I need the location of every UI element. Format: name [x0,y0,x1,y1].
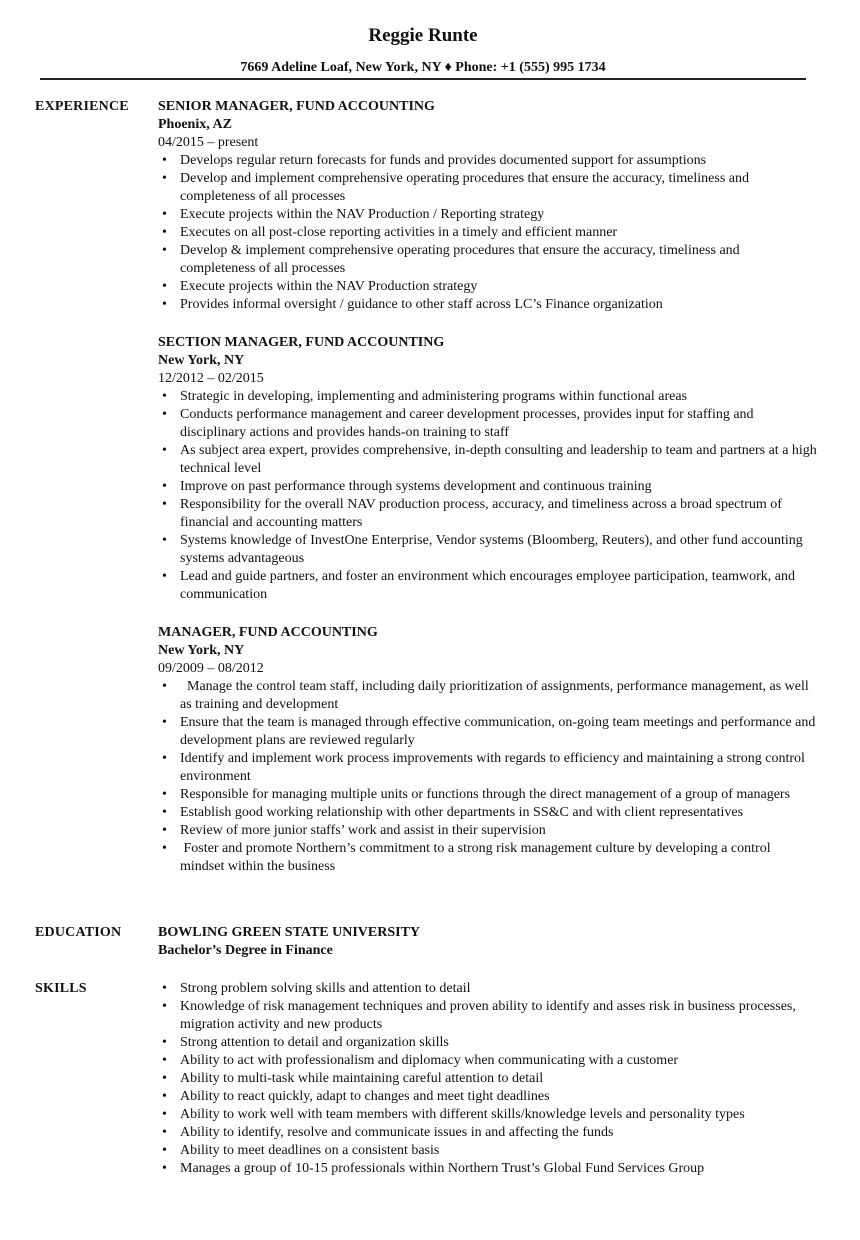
job-entry [158,624,818,876]
job-bullet: • Identify and implement work process improvements with regards to efficiency and maintaining a strong control environment [158,750,818,786]
skill-item: • Ability to meet deadlines on a consistent basis [158,1142,818,1160]
skill-item: • Ability to react quickly, adapt to changes and meet tight deadlines [158,1088,818,1106]
job-bullet: • Ensure that the team is managed through effective communication, on-going team meetings and performance and development plans are reviewed regularly [158,714,818,750]
job-bullet: • Develop and implement comprehensive operating procedures that ensure the accuracy, timeliness and completeness of all processes [158,170,818,206]
education-body [158,924,818,960]
skill-item: • Ability to identify, resolve and communicate issues in and affecting the funds [158,1124,818,1142]
skill-item: • Strong problem solving skills and attention to detail [158,980,818,998]
job-dates: 04/2015 – present [158,135,259,150]
skill-item: • Ability to act with professionalism and diplomacy when communicating with a customer [158,1052,818,1070]
job-bullet: • Strategic in developing, implementing and administering programs within functional areas [158,388,818,406]
section-label-education: EDUCATION [35,925,122,940]
job-bullet: • As subject area expert, provides comprehensive, in-depth consulting and leadership to team and partners at a high technical level [158,442,818,478]
job-title: MANAGER, FUND ACCOUNTING [158,625,378,640]
skill-item: • Ability to multi-task while maintaining careful attention to detail [158,1070,818,1088]
section-label-skills: SKILLS [35,981,87,996]
job-bullet: • Conducts performance management and career development processes, provides input for staffing and disciplinary actions and provides hands-on training to staff [158,406,818,442]
job-title: SENIOR MANAGER, FUND ACCOUNTING [158,99,435,114]
job-bullet: • Systems knowledge of InvestOne Enterprise, Vendor systems (Bloomberg, Reuters), and other fund accounting systems advantageous [158,532,818,568]
job-entry [158,334,818,604]
header-divider [40,78,806,80]
job-location: New York, NY [158,353,245,368]
job-bullet: • Manage the control team staff, including daily prioritization of assignments, performance management, as well as training and development [158,678,818,714]
job-bullet: • Foster and promote Northern’s commitment to a strong risk management culture by developing a control mindset within the business [158,840,818,876]
job-bullet: • Execute projects within the NAV Production / Reporting strategy [158,206,818,224]
degree: Bachelor’s Degree in Finance [158,943,333,958]
skill-item: • Ability to work well with team members with different skills/knowledge levels and personality types [158,1106,818,1124]
resume-header [40,24,806,77]
job-location: Phoenix, AZ [158,117,232,132]
skills-list [158,980,818,1178]
job-bullet: • Improve on past performance through systems development and continuous training [158,478,818,496]
job-bullet: • Develop & implement comprehensive operating procedures that ensure the accuracy, timeliness and completeness of all processes [158,242,818,278]
job-bullet: • Lead and guide partners, and foster an environment which encourages employee participation, teamwork, and communication [158,568,818,604]
job-bullet: • Responsibility for the overall NAV production process, accuracy, and timeliness across a broad spectrum of financial and accounting matters [158,496,818,532]
job-bullet: • Establish good working relationship with other departments in SS&C and with client representatives [158,804,818,822]
job-bullet: • Provides informal oversight / guidance to other staff across LC’s Finance organization [158,296,818,314]
job-dates: 12/2012 – 02/2015 [158,371,264,386]
job-bullet-list [158,678,818,876]
job-bullet: • Executes on all post-close reporting activities in a timely and efficient manner [158,224,818,242]
skill-item: • Knowledge of risk management techniques and proven ability to identify and asses risk in business processes, migration activity and new products [158,998,818,1034]
job-bullet: • Develops regular return forecasts for funds and provides documented support for assumptions [158,152,818,170]
section-label-experience: EXPERIENCE [35,99,129,114]
skill-item: • Strong attention to detail and organization skills [158,1034,818,1052]
job-bullet: • Review of more junior staffs’ work and assist in their supervision [158,822,818,840]
candidate-name: Reggie Runte [368,25,478,46]
skills-body [158,980,818,1178]
job-bullet-list [158,152,818,314]
contact-line: 7669 Adeline Loaf, New York, NY ♦ Phone: +1 (555) 995 1734 [240,60,606,75]
experience-body [158,98,818,896]
job-bullet-list [158,388,818,604]
skill-item: • Manages a group of 10-15 professionals within Northern Trust’s Global Fund Services Group [158,1160,818,1178]
job-title: SECTION MANAGER, FUND ACCOUNTING [158,335,445,350]
job-entry [158,98,818,314]
school-name: BOWLING GREEN STATE UNIVERSITY [158,925,421,940]
job-bullet: • Execute projects within the NAV Production strategy [158,278,818,296]
job-dates: 09/2009 – 08/2012 [158,661,264,676]
job-location: New York, NY [158,643,245,658]
job-bullet: • Responsible for managing multiple units or functions through the direct management of a group of managers [158,786,818,804]
